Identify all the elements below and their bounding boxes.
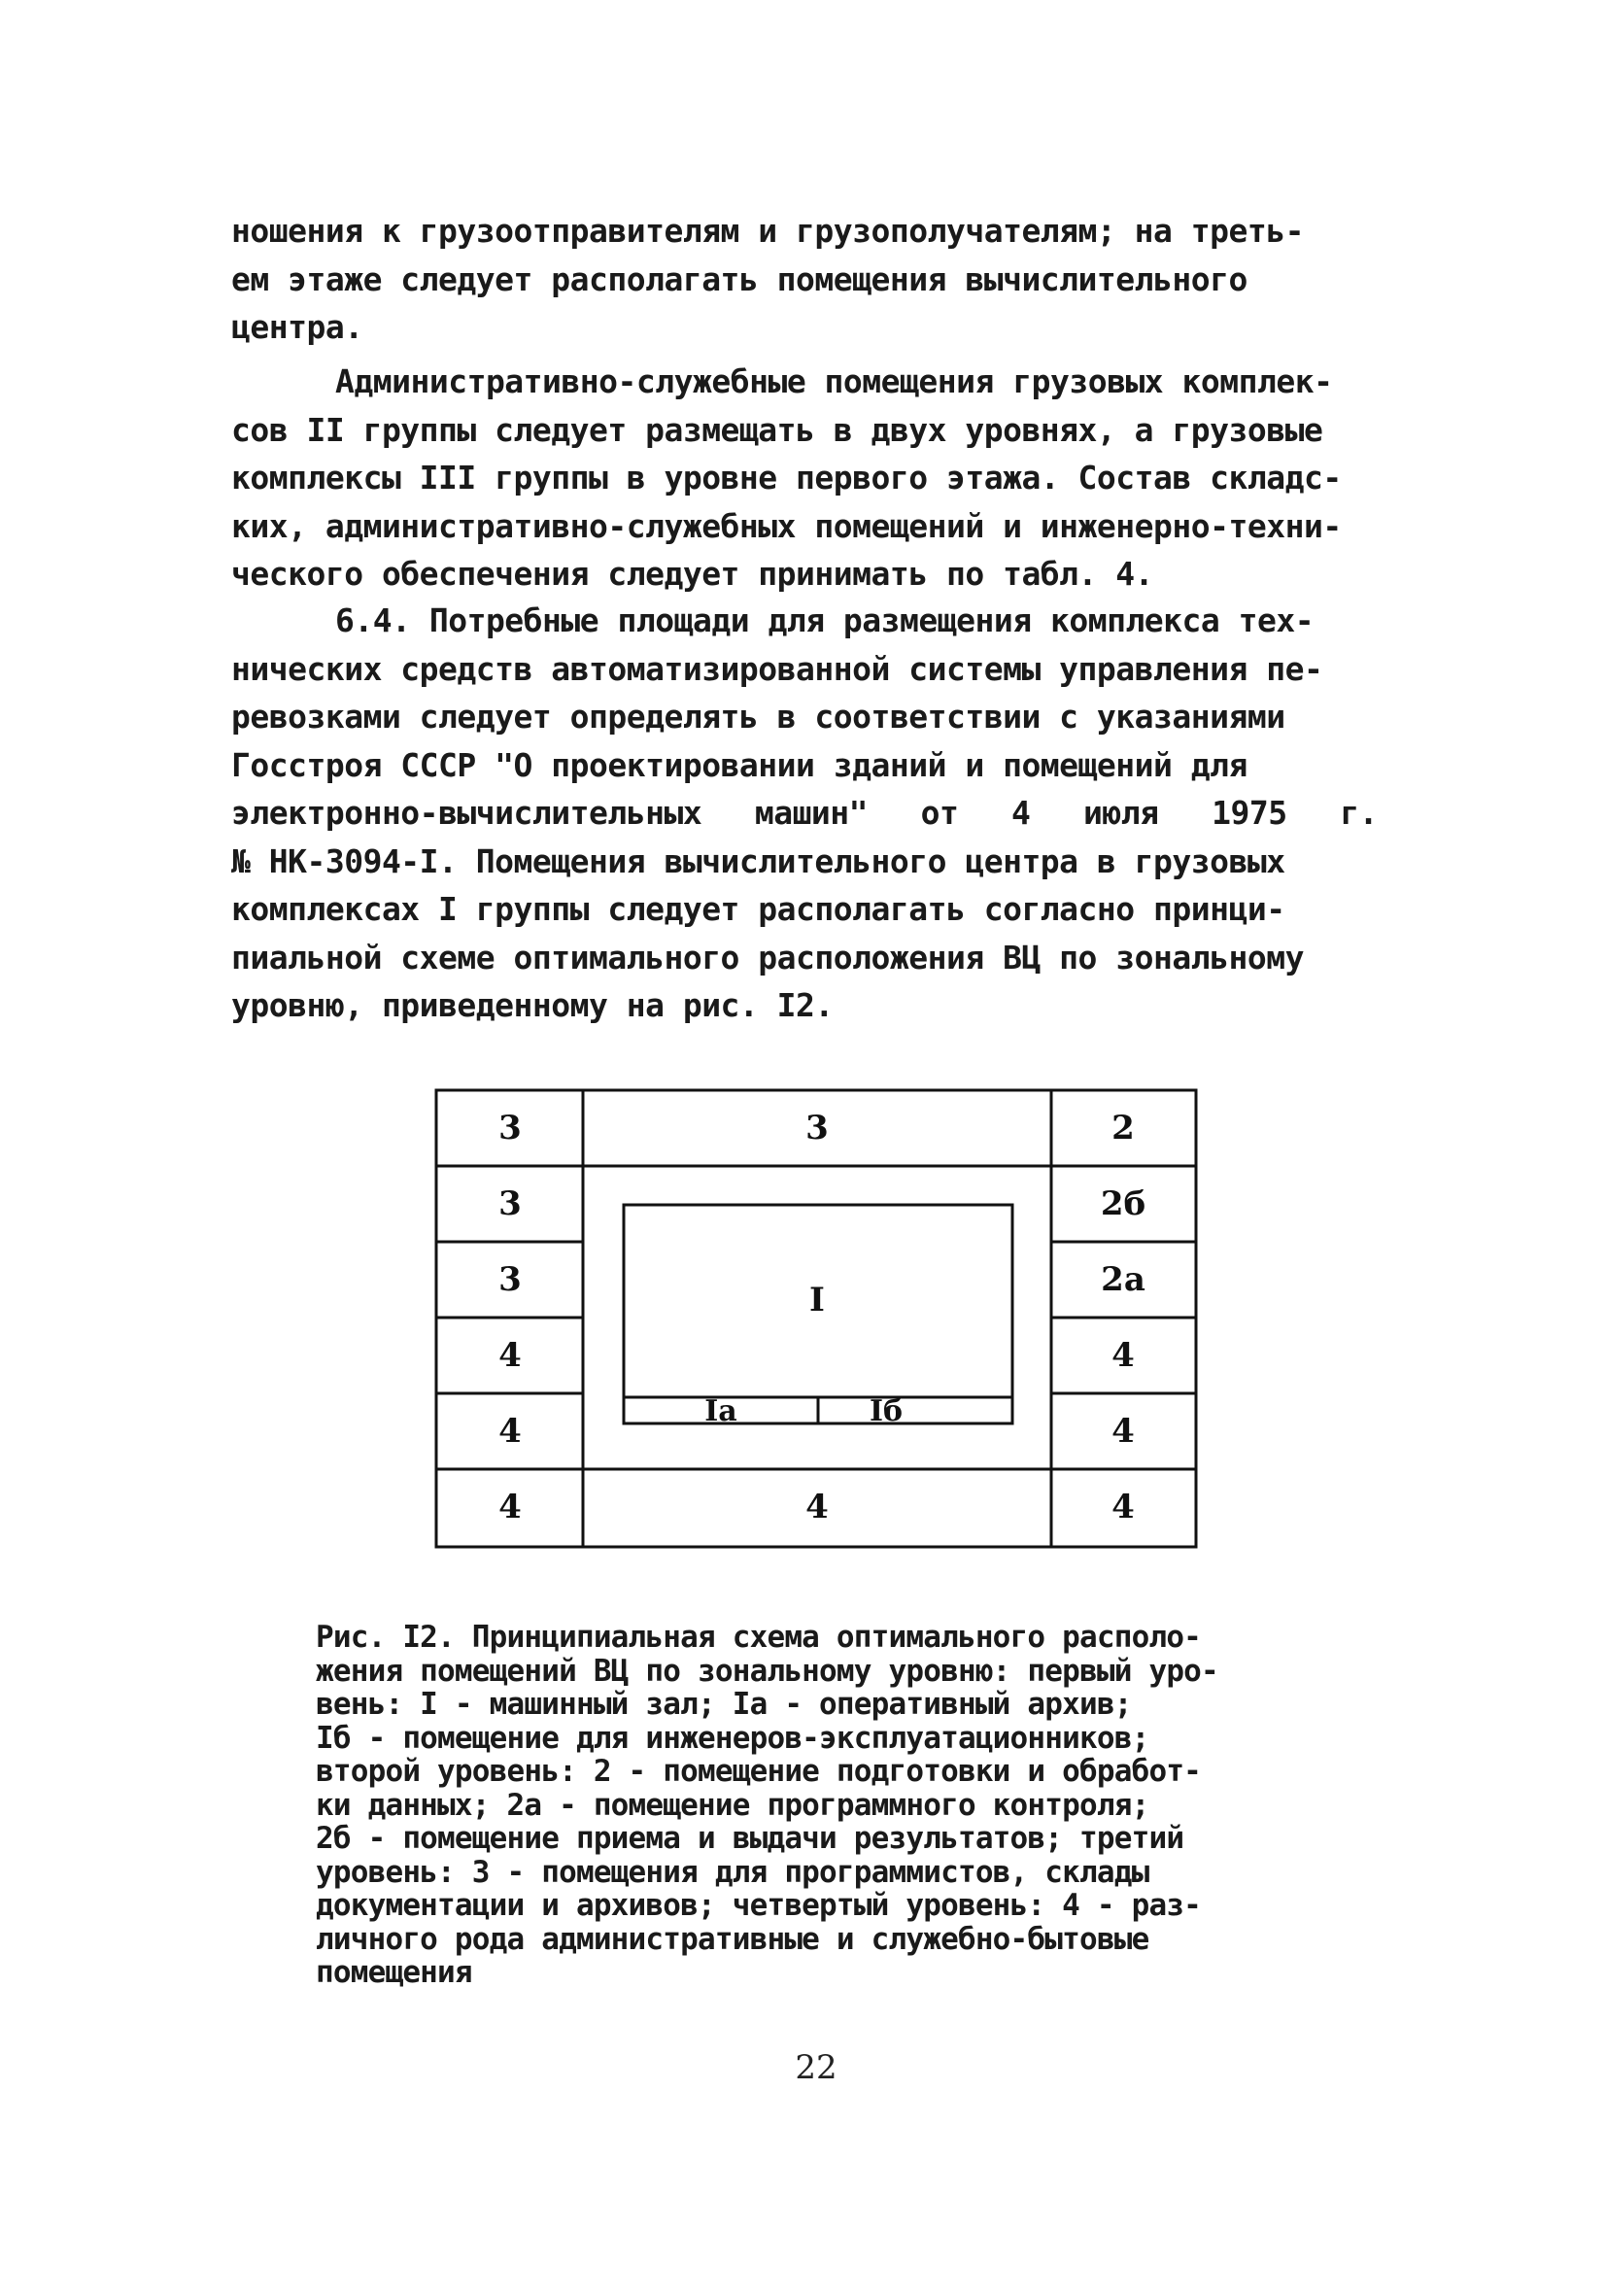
- text-line: Административно-служебные помещения грузовых комплек-: [335, 362, 1333, 400]
- text-line: Госстроя СССР "О проектировании зданий и помещений для: [231, 745, 1247, 784]
- zonal-layout-diagram: [432, 1086, 1200, 1553]
- figure-caption: [316, 1621, 1365, 1990]
- text-line: ревозками следует определять в соответствии с указаниями: [231, 698, 1285, 736]
- zone-label-left: 4: [498, 1336, 522, 1375]
- zone-label-left: 3: [498, 1260, 522, 1299]
- zone-label-bottom-center: 4: [805, 1488, 829, 1526]
- text-line: ношения к грузоотправителям и грузополучателям; на треть-: [231, 212, 1304, 250]
- paragraph-6-4: [231, 597, 1378, 1030]
- caption-line: ки данных; 2а - помещение программного контроля;: [316, 1787, 1149, 1823]
- caption-line: помещения: [316, 1955, 472, 1990]
- text-line: комплексах I группы следует располагать согласно принци-: [231, 890, 1285, 928]
- text-line: 6.4. Потребные площади для размещения комплекса тех-: [335, 601, 1315, 639]
- caption-line: уровень: 3 - помещения для программистов, склады: [316, 1854, 1149, 1890]
- caption-line: личного рода административные и служебно-бытовые: [316, 1921, 1149, 1957]
- page-number: 22: [795, 2048, 837, 2087]
- caption-line: второй уровень: 2 - помещение подготовки и обработ-: [316, 1754, 1202, 1789]
- caption-line: документации и архивов; четвертый уровень: 4 - раз-: [316, 1888, 1202, 1923]
- zone-label-right: 2б: [1100, 1184, 1146, 1223]
- text-line: сов II группы следует размещать в двух уровнях, а грузовые: [231, 410, 1323, 449]
- zone-label-right: 2: [1111, 1109, 1135, 1148]
- zone-label-left: 4: [498, 1412, 522, 1451]
- machine-room-label: I: [809, 1281, 825, 1319]
- caption-line: вень: I - машинный зал; Iа - оперативный архив;: [316, 1687, 1132, 1722]
- operational-archive-label: Iа: [704, 1394, 737, 1428]
- zone-label-top-center: 3: [805, 1109, 829, 1148]
- zone-label-left: 4: [498, 1488, 522, 1526]
- text-line: № НК-3094-I. Помещения вычислительного центра в грузовых: [231, 841, 1285, 880]
- engineers-room-label: Iб: [869, 1394, 904, 1428]
- zone-label-right: 4: [1111, 1488, 1135, 1526]
- text-line: уровню, приведенному на рис. I2.: [231, 986, 834, 1024]
- text-line: нических средств автоматизированной системы управления пе-: [231, 649, 1323, 688]
- paragraph-administrative-rooms: [231, 358, 1378, 599]
- caption-line: Iб - помещение для инженеров-эксплуатационников;: [316, 1720, 1149, 1756]
- zone-label-left: 3: [498, 1184, 522, 1223]
- text-line: пиальной схеме оптимального расположения ВЦ по зональному: [231, 938, 1304, 977]
- zone-label-right: 4: [1111, 1412, 1135, 1451]
- zone-label-right: 4: [1111, 1336, 1135, 1375]
- caption-line: жения помещений ВЦ по зональному уровню: первый уро-: [316, 1653, 1218, 1689]
- text-line: ких, административно-служебных помещений и инженерно-техни-: [231, 506, 1342, 545]
- text-line: ческого обеспечения следует принимать по табл. 4.: [231, 555, 1154, 593]
- zone-label-right: 2а: [1101, 1260, 1145, 1299]
- text-line: комплексы III группы в уровне первого этажа. Состав складс-: [231, 459, 1342, 497]
- text-line: центра.: [231, 308, 363, 346]
- zone-label-left: 3: [498, 1109, 522, 1148]
- caption-line: Рис. I2. Принципиальная схема оптимального располо-: [316, 1620, 1202, 1655]
- text-line: электронно-вычислительных машин" от 4 июля 1975 г.: [231, 794, 1378, 832]
- diagram-grid: [432, 1086, 1200, 1553]
- paragraph-continuation: [231, 207, 1378, 352]
- text-line: ем этаже следует располагать помещения вычислительного: [231, 259, 1247, 298]
- caption-line: 2б - помещение приема и выдачи результатов; третий: [316, 1821, 1184, 1856]
